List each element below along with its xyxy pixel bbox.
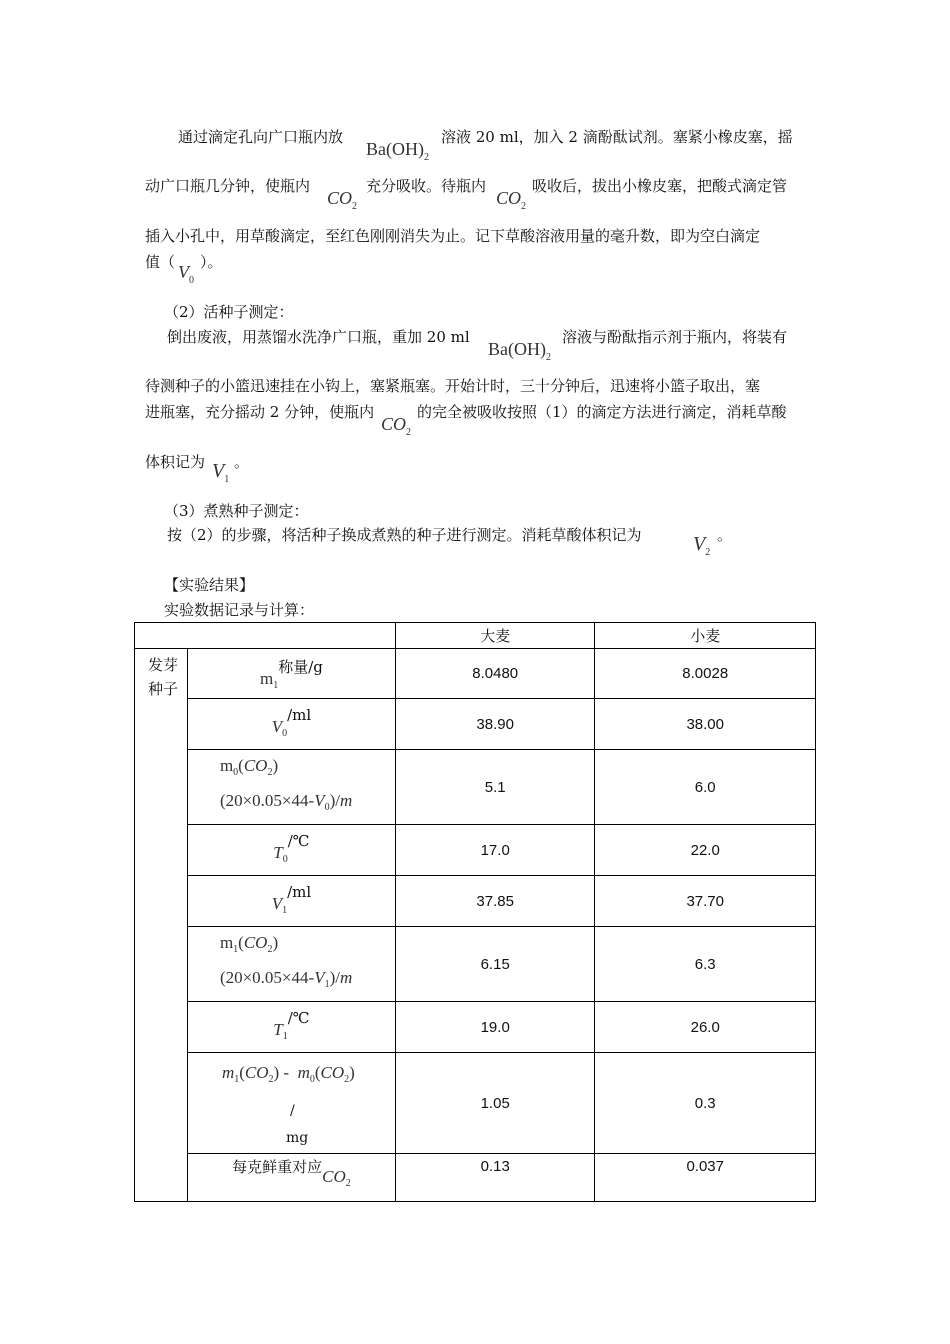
row-label-m0co2: $m_0(CO_2)$ $(20\times 0.05\times 44-V_0)/m$	[187, 750, 395, 825]
col-barley: 大麦	[395, 623, 595, 649]
table-row	[135, 927, 816, 1002]
intro-line3-text: 插入小孔中，用草酸滴定，至红色刚刚消失为止。记下草酸溶液用量的毫升数，即为空白滴定	[145, 227, 761, 245]
row-label-m1co2: $m_1(CO_2)$ $(20\times 0.05\times 44-V_1)/m$	[187, 927, 395, 1002]
cell-wheat: 22.0	[595, 825, 816, 876]
row-label-m1: $m_1$称量/g	[187, 649, 395, 699]
cell-barley: 19.0	[395, 1002, 595, 1053]
intro-line2-mid: 充分吸收。待瓶内	[366, 177, 487, 195]
table-row	[135, 1002, 816, 1053]
table-row	[135, 1053, 816, 1154]
cell-barley: 17.0	[395, 825, 595, 876]
row-label-fresh-co2: 每克鲜重对应$CO_2$	[187, 1154, 395, 1202]
table-row	[135, 750, 816, 825]
cell-barley: 5.1	[395, 750, 595, 825]
header-blank-cell	[135, 623, 396, 649]
intro-line1-text: 通过滴定孔向广口瓶内放	[178, 128, 344, 146]
table-row	[135, 649, 816, 699]
intro-line2-rest: 吸收后，拔出小橡皮塞，把酸式滴定管	[532, 177, 788, 195]
cell-wheat: 37.70	[595, 876, 816, 927]
section2-heading: （2）活种子测定：	[164, 303, 294, 321]
v2-symbol: $V_2$	[693, 533, 711, 558]
cell-wheat: 6.0	[595, 750, 816, 825]
table-row	[135, 699, 816, 750]
intro-line4-rest: ）。	[200, 253, 223, 271]
section3-line1-rest: 。	[717, 526, 733, 544]
v1-symbol: $V_1$	[212, 460, 230, 485]
cell-barley: 8.0480	[395, 649, 595, 699]
cell-wheat: 0.037	[595, 1154, 816, 1202]
table-row	[135, 1154, 816, 1202]
intro-line1-rest: 溶液 20 ml，加入 2 滴酚酞试剂。塞紧小橡皮塞，摇	[441, 128, 793, 146]
intro-line2-text: 动广口瓶几分钟，使瓶内	[145, 177, 311, 195]
cell-wheat: 8.0028	[595, 649, 816, 699]
v0-symbol: $V_0$	[178, 262, 194, 286]
table-row	[135, 876, 816, 927]
results-subheading: 实验数据记录与计算：	[164, 601, 315, 619]
cell-wheat: 6.3	[595, 927, 816, 1002]
baoh-formula: $Ba(OH)_2$	[488, 339, 551, 363]
row-label-t0: $T_0/℃$	[187, 825, 395, 876]
co2-formula: $CO_2$	[327, 188, 358, 212]
co2-formula: $CO_2$	[381, 414, 412, 438]
data-table	[134, 622, 816, 1202]
group-label-germinated: 发芽种子	[135, 649, 188, 1202]
cell-barley: 0.13	[395, 1154, 595, 1202]
cell-barley: 1.05	[395, 1053, 595, 1154]
col-wheat: 小麦	[595, 623, 816, 649]
row-label-diff: $m_1(CO_2) - m_0(CO_2)$ / mg	[187, 1053, 395, 1154]
section2-line4: 体积记为	[145, 453, 206, 471]
table-row	[135, 825, 816, 876]
cell-barley: 38.90	[395, 699, 595, 750]
table-header-row	[135, 623, 816, 649]
co2-formula: $CO_2$	[496, 188, 527, 212]
cell-wheat: 26.0	[595, 1002, 816, 1053]
cell-barley: 6.15	[395, 927, 595, 1002]
cell-wheat: 38.00	[595, 699, 816, 750]
section2-line1-rest: 溶液与酚酞指示剂于瓶内，将装有	[562, 328, 788, 346]
section2-line3: 进瓶塞，充分摇动 2 分钟，使瓶内	[145, 403, 375, 421]
section2-line3-rest: 的完全被吸收按照（1）的滴定方法进行滴定，消耗草酸	[417, 403, 787, 421]
row-label-t1: $T_1/℃$	[187, 1002, 395, 1053]
results-heading: 【实验结果】	[164, 576, 255, 594]
cell-wheat: 0.3	[595, 1053, 816, 1154]
section2-line1: 倒出废液，用蒸馏水洗净广口瓶，重加 20 ml	[167, 328, 470, 346]
row-label-v1: $V_1/ml$	[187, 876, 395, 927]
section2-line2: 待测种子的小篮迅速挂在小钩上，塞紧瓶塞。开始计时，三十分钟后，迅速将小篮子取出，塞	[145, 377, 761, 395]
section3-heading: （3）煮熟种子测定：	[164, 502, 309, 520]
cell-barley: 37.85	[395, 876, 595, 927]
row-label-v0: $V_0/ml$	[187, 699, 395, 750]
section3-line1: 按（2）的步骤，将活种子换成煮熟的种子进行测定。消耗草酸体积记为	[167, 526, 642, 544]
baoh-formula: $Ba(OH)_2$	[366, 139, 429, 163]
section2-line4-rest: 。	[234, 453, 250, 471]
intro-line4-text: 值（	[145, 253, 176, 271]
